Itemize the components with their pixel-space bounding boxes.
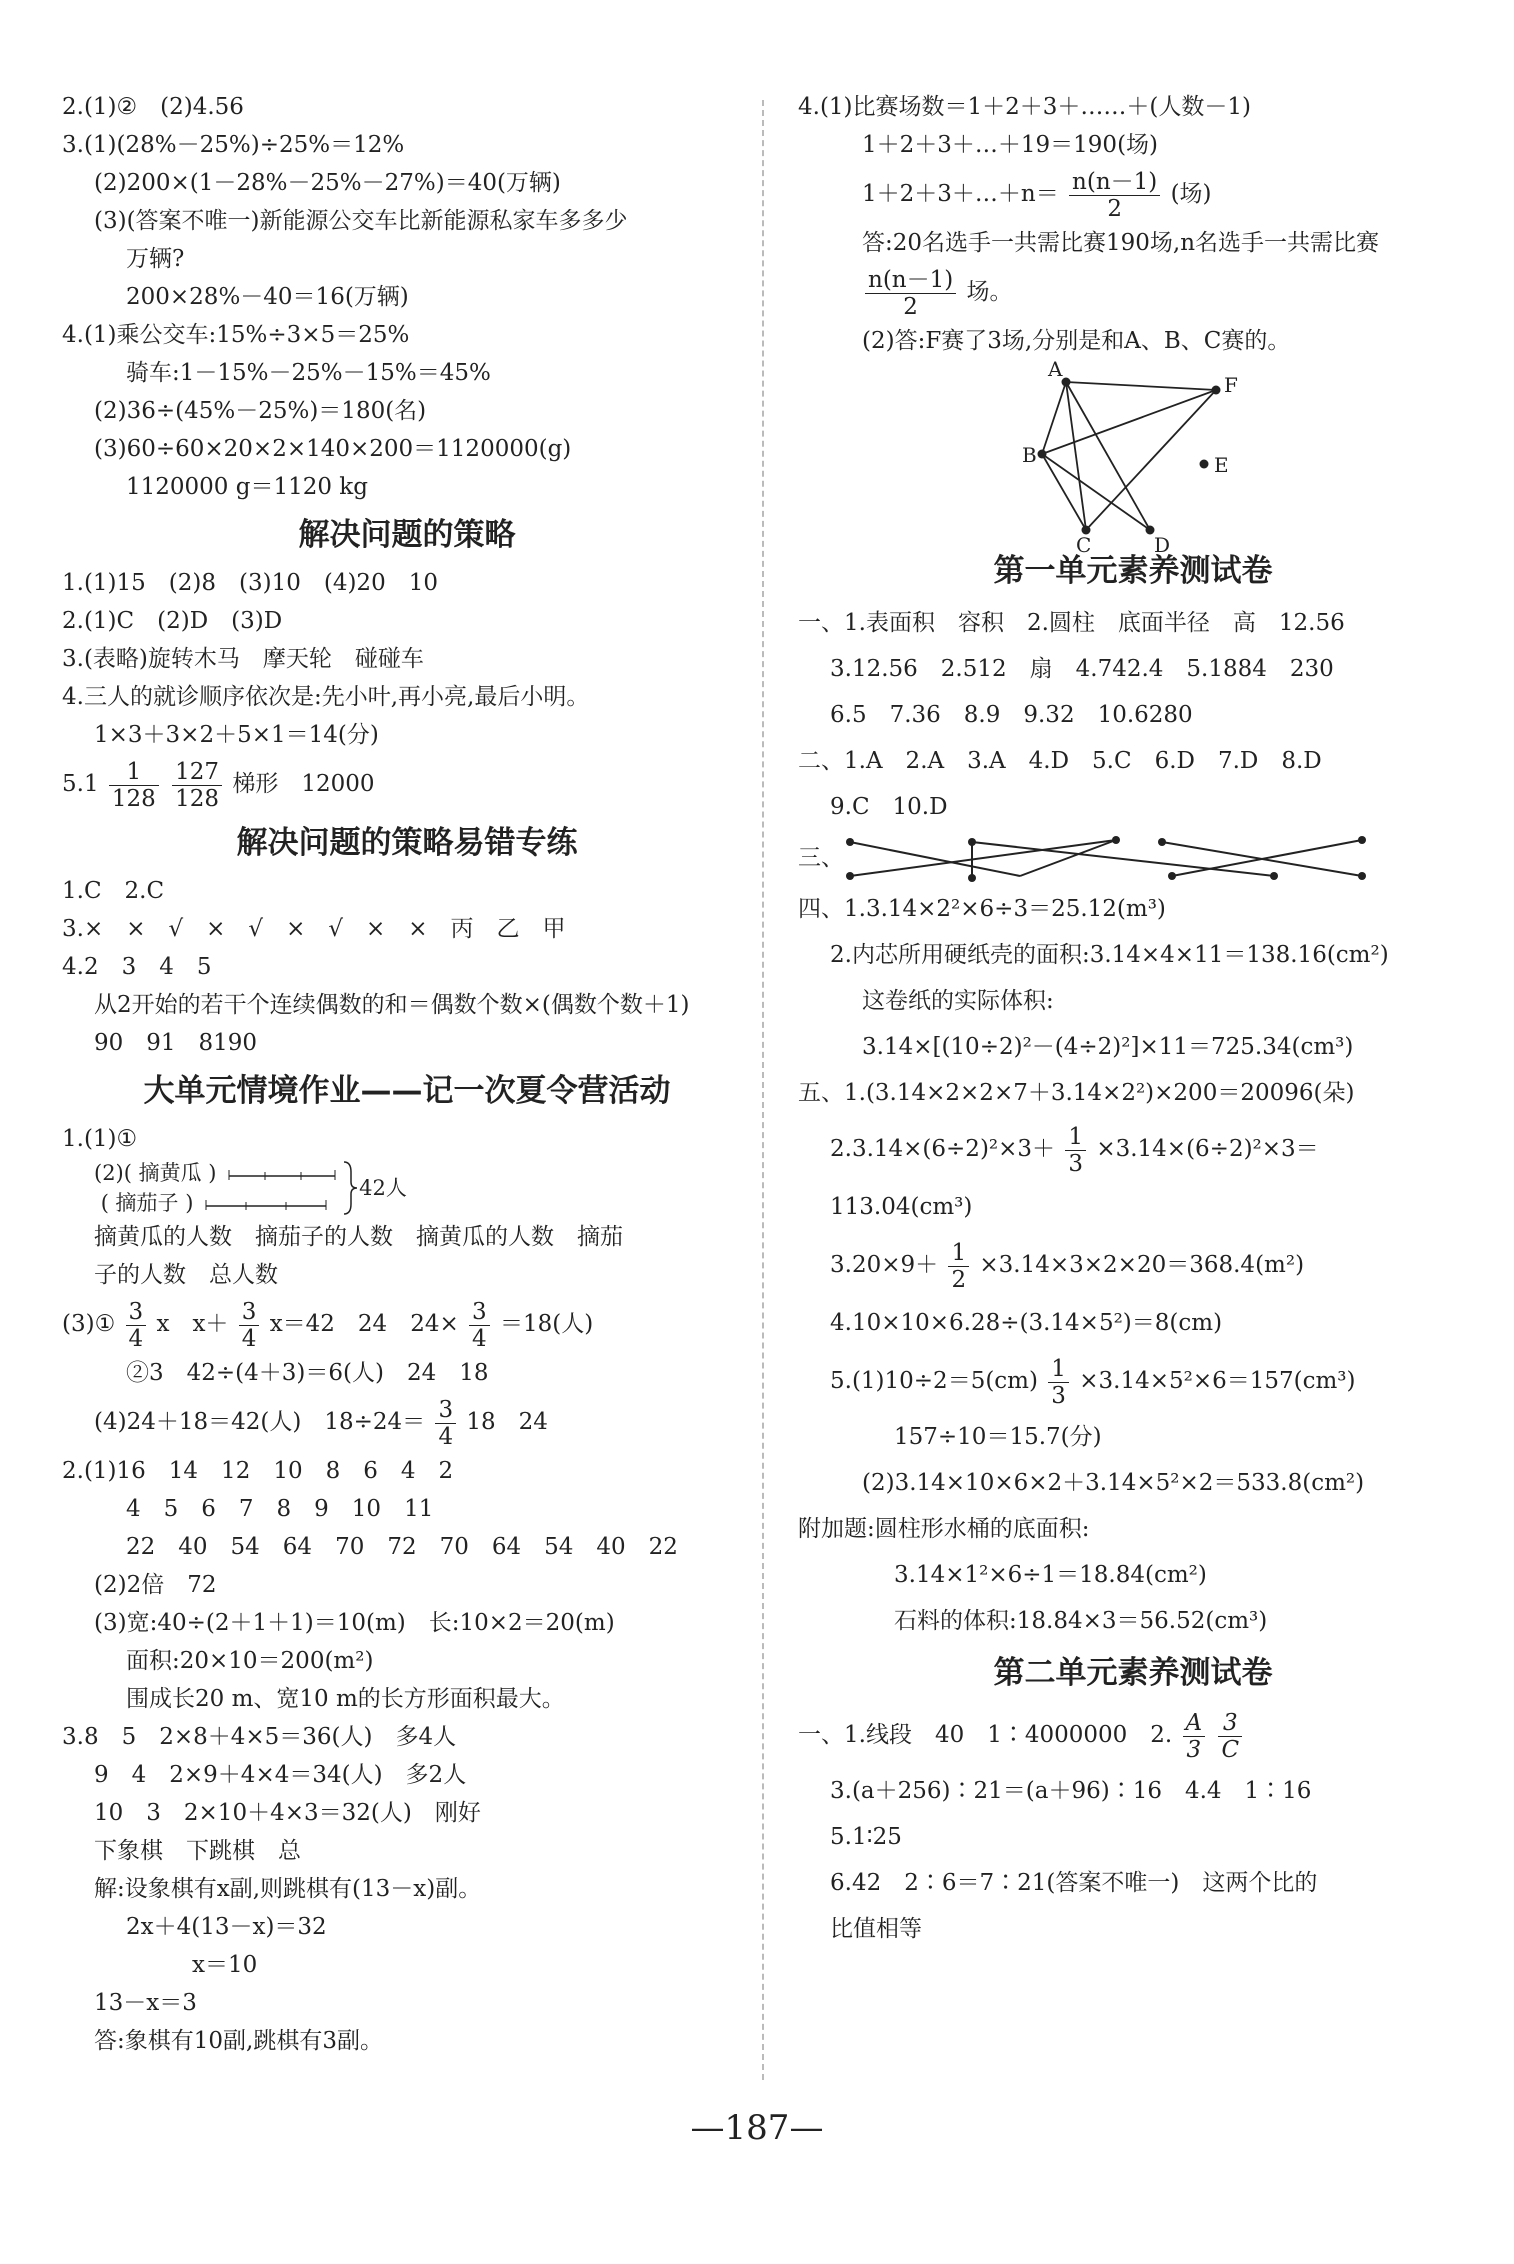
fraction: $\frac{1}{3}$ [1065,1124,1086,1177]
answer-line: 比值相等 [830,1916,922,1942]
fraction: $\frac{n(n-1)}{2}$ [865,267,956,320]
answer-line: 2.内芯所用硬纸壳的面积:3.14×4×11＝138.16(cm²) [830,942,1389,968]
total-label: 42人 [359,1176,407,1200]
answer-line: 围成长20 m、宽10 m的长方形面积最大。 [126,1686,565,1712]
answer-line [798,1702,1468,1768]
left-column [62,88,752,2060]
fraction: $\frac{1}{2}$ [948,1240,969,1293]
node-label-e: E [1214,453,1229,477]
answer-text: 三、 [798,845,844,871]
answer-text: 18 24 [466,1409,548,1435]
section-title: 第一单元素养测试卷 [993,553,1273,589]
fraction: $\frac{3}{4}$ [126,1299,147,1352]
answer-line: 9.C 10.D [830,794,948,820]
answer-line: 骑车:1－15%－25%－15%＝45% [126,360,491,386]
answer-line: 下象棋 下跳棋 总 [94,1838,301,1864]
answer-line: (2)2倍 72 [94,1572,217,1598]
answer-line [798,1348,1468,1414]
page-number: —187— [690,2108,824,2148]
answer-line: x＝10 [192,1952,258,1978]
answer-text: x＝42 24 24× [269,1311,459,1337]
answer-line: 13－x＝3 [94,1990,197,2016]
answer-line [798,1232,1468,1298]
fraction: $\frac{3}{4}$ [239,1299,260,1352]
answer-text: 一、1.线段 40 1∶4000000 2. [798,1722,1173,1748]
fraction: $\frac{3}{4}$ [435,1397,456,1450]
answer-text: 1＋2＋3＋…＋n＝ [862,181,1059,207]
answer-line: 面积:20×10＝200(m²) [126,1648,374,1674]
answer-line: 3.(表略)旋转木马 摩天轮 碰碰车 [62,646,424,672]
melon-bar [227,1166,337,1180]
answer-line: 2.(1)16 14 12 10 8 6 4 2 [62,1458,454,1484]
answer-text: 5.1 [62,771,99,797]
answer-line: 附加题:圆柱形水桶的底面积: [798,1516,1090,1542]
answer-line: 1.(1)① [62,1126,138,1152]
answer-line: 5.1∶25 [830,1824,902,1850]
answer-line: 6.42 2∶6＝7∶21(答案不唯一) 这两个比的 [830,1870,1318,1896]
answer-text: 3.20×9＋ [830,1252,939,1278]
node-label-b: B [1022,443,1037,467]
column-divider [762,100,764,2080]
answer-line: 万辆? [126,246,185,272]
answer-line: 解:设象棋有x副,则跳棋有(13－x)副。 [94,1876,482,1902]
section-title: 解决问题的策略易错专练 [236,825,578,861]
answer-line: 4.2 3 4 5 [62,954,212,980]
answer-line: 157÷10＝15.7(分) [894,1424,1102,1450]
answer-text: 梯形 12000 [232,771,375,797]
matching-lines [798,830,1468,886]
node-label-a: A [1048,357,1063,381]
answer-line: 4.三人的就诊顺序依次是:先小叶,再小亮,最后小明。 [62,684,590,710]
answer-line: 3.(1)(28%－25%)÷25%＝12% [62,132,405,158]
section-title: 解决问题的策略 [298,517,516,553]
answer-text: (4)24＋18＝42(人) 18÷24＝ [94,1409,426,1435]
answer-line: (2)36÷(45%－25%)＝180(名) [94,398,427,424]
answer-line: 这卷纸的实际体积: [862,988,1054,1014]
section-title: 第二单元素养测试卷 [993,1655,1273,1691]
right-column [798,88,1468,1952]
answer-line: 4.(1)比赛场数＝1＋2＋3＋……＋(人数－1) [798,94,1252,120]
answer-line: (3)(答案不唯一)新能源公交车比新能源私家车多多少 [94,208,628,234]
answer-line: 二、1.A 2.A 3.A 4.D 5.C 6.D 7.D 8.D [798,748,1322,774]
answer-text: ×3.14×5²×6＝157(cm³) [1079,1368,1356,1394]
answer-line: (2)200×(1－28%－25%－27%)＝40(万辆) [94,170,561,196]
answer-line: 四、1.3.14×2²×6÷3＝25.12(m³) [798,896,1166,922]
answer-line: 90 91 8190 [94,1030,258,1056]
answer-line: 答:象棋有10副,跳棋有3副。 [94,2028,383,2054]
answer-line: 3.14×[(10÷2)²－(4÷2)²]×11＝725.34(cm³) [862,1034,1354,1060]
answer-line [798,262,1468,322]
answer-line: 3.(a＋256)∶21＝(a＋96)∶16 4.4 1∶16 [830,1778,1312,1804]
answer-line [62,1392,752,1452]
melon-label: (2)( 摘黄瓜 ) [94,1161,217,1185]
answer-line: 10 3 2×10＋4×3＝32(人) 刚好 [94,1800,481,1826]
answer-line: 3.× × √ × √ × √ × × 丙 乙 甲 [62,916,566,942]
answer-line: 3.8 5 2×8＋4×5＝36(人) 多4人 [62,1724,457,1750]
answer-line: (3)宽:40÷(2＋1＋1)＝10(m) 长:10×2＝20(m) [94,1610,615,1636]
answer-text: 场。 [966,279,1013,305]
answer-line: 摘黄瓜的人数 摘茄子的人数 摘黄瓜的人数 摘茄 [94,1224,623,1250]
answer-line [62,1294,752,1354]
answer-line: 1.C 2.C [62,878,165,904]
answer-text: 2.3.14×(6÷2)²×3＋ [830,1136,1056,1162]
answer-line: 3.12.56 2.512 扇 4.742.4 5.1884 230 [830,656,1334,682]
answer-line: 1.(1)15 (2)8 (3)10 (4)20 10 [62,570,438,596]
fraction: $\frac{1}{3}$ [1048,1356,1069,1409]
answer-line: ②3 42÷(4＋3)＝6(人) 24 18 [126,1360,489,1386]
answer-text: ×3.14×3×2×20＝368.4(m²) [979,1252,1305,1278]
answer-text: ＝18(人) [500,1311,594,1337]
answer-line: 石料的体积:18.84×3＝56.52(cm³) [894,1608,1268,1634]
node-label-c: C [1076,533,1092,557]
answer-text: (场) [1170,181,1212,207]
answer-line: (2)答:F赛了3场,分别是和A、B、C赛的。 [862,328,1291,354]
answer-line [798,1116,1468,1182]
brace-icon [341,1158,359,1218]
eggplant-label: ( 摘茄子 ) [100,1191,194,1215]
answer-line: 3.14×1²×6÷1＝18.84(cm²) [894,1562,1207,1588]
fraction: $\frac{n(n-1)}{2}$ [1069,169,1160,222]
fraction: $\frac{1}{128}$ [109,759,159,812]
answer-text: ×3.14×(6÷2)²×3＝ [1096,1136,1319,1162]
answer-line: 2.(1)C (2)D (3)D [62,608,283,634]
answer-line: 2.(1)② (2)4.56 [62,94,244,120]
answer-line: 9 4 2×9＋4×4＝34(人) 多2人 [94,1762,467,1788]
answer-line [62,754,752,814]
answer-line: 1120000 g＝1120 kg [126,474,368,500]
answer-line: (3)60÷60×20×2×140×200＝1120000(g) [94,436,572,462]
answer-text: x x＋ [156,1311,229,1337]
answer-line: 4.10×10×6.28÷(3.14×5²)＝8(cm) [830,1310,1223,1336]
answer-text: (3)① [62,1311,116,1337]
answer-line: 1×3＋3×2＋5×1＝14(分) [94,722,379,748]
node-label-f: F [1224,373,1238,397]
answer-line: 113.04(cm³) [830,1194,973,1220]
fraction: $\frac{A}{3}$ [1183,1710,1206,1763]
answer-line: 22 40 54 64 70 72 70 64 54 40 22 [126,1534,678,1560]
answer-text: 5.(1)10÷2＝5(cm) [830,1368,1038,1394]
answer-line: 6.5 7.36 8.9 9.32 10.6280 [830,702,1193,728]
fraction: $\frac{127}{128}$ [172,759,222,812]
answer-line: 2x＋4(13－x)＝32 [126,1914,327,1940]
answer-line: 1＋2＋3＋…＋19＝190(场) [862,132,1159,158]
fraction: $\frac{3}{C}$ [1218,1710,1242,1763]
answer-line [798,164,1468,224]
answer-line: 答:20名选手一共需比赛190场,n名选手一共需比赛 [862,230,1380,256]
eggplant-bar [204,1196,328,1210]
answer-line: 从2开始的若干个连续偶数的和＝偶数个数×(偶数个数＋1) [94,992,690,1018]
match-diagram [1022,357,1248,557]
answer-line: 4 5 6 7 8 9 10 11 [126,1496,434,1522]
answer-line: 200×28%－40＝16(万辆) [126,284,409,310]
answer-line: (2)3.14×10×6×2＋3.14×5²×2＝533.8(cm²) [862,1470,1365,1496]
line-segment-diagram [62,1158,752,1218]
fraction: $\frac{3}{4}$ [469,1299,490,1352]
answer-line: 五、1.(3.14×2×2×7＋3.14×2²)×200＝20096(朵) [798,1080,1355,1106]
node-label-d: D [1154,533,1171,557]
matching-lines-svg [842,830,1422,886]
answer-line: 子的人数 总人数 [94,1262,278,1288]
answer-line: 4.(1)乘公交车:15%÷3×5＝25% [62,322,410,348]
answer-line: 一、1.表面积 容积 2.圆柱 底面半径 高 12.56 [798,610,1345,636]
section-title: 大单元情境作业——记一次夏令营活动 [143,1073,671,1109]
